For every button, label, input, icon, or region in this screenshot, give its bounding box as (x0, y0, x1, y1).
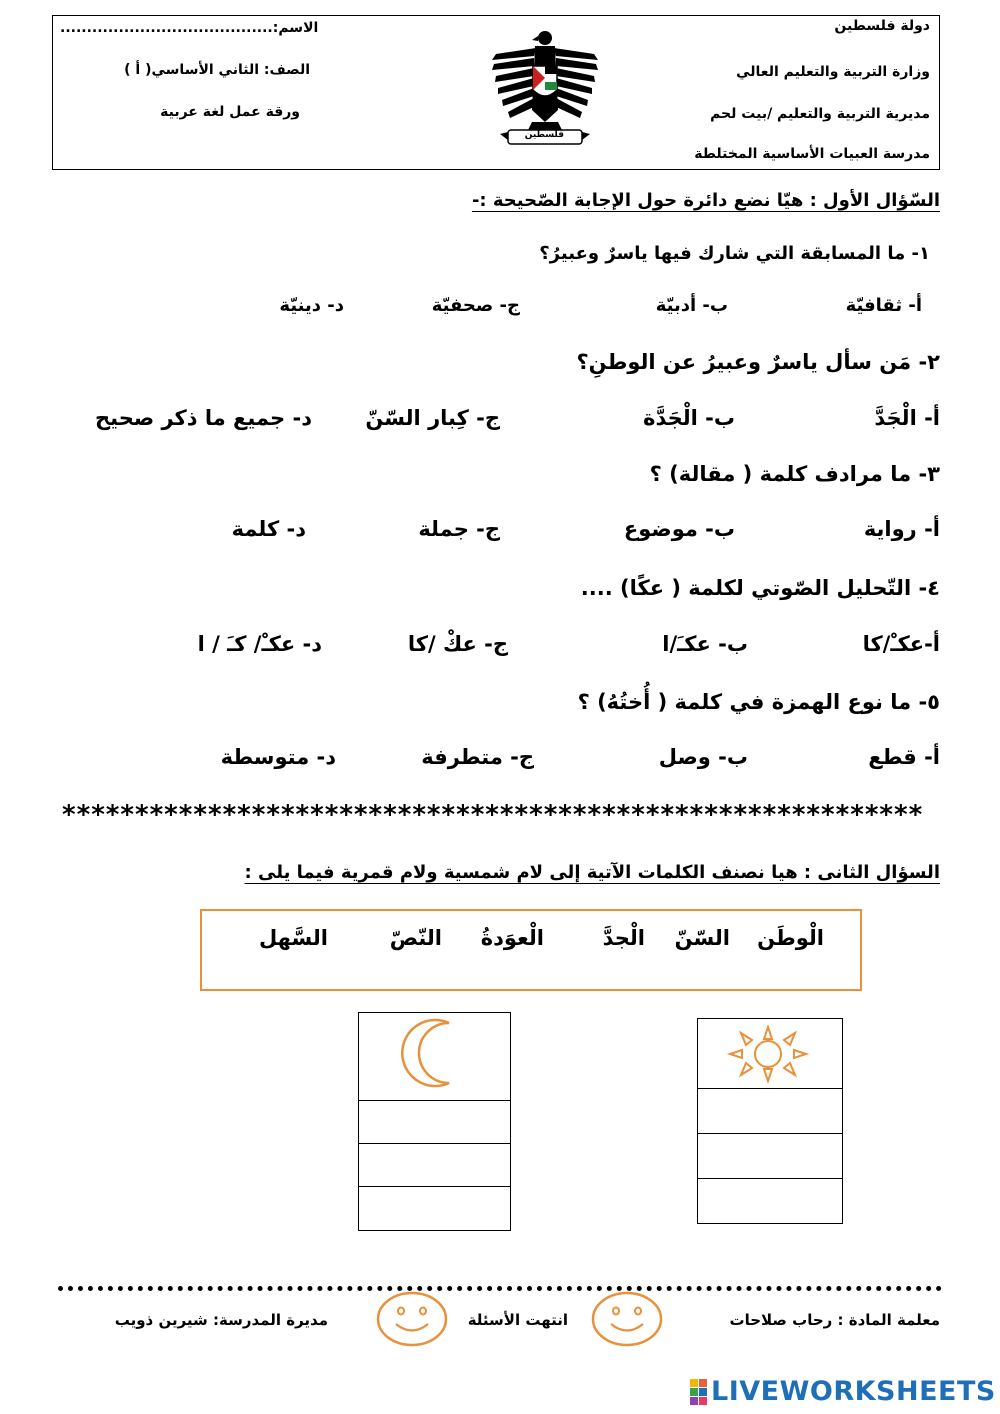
q3-option-b[interactable]: ب- موضوع (623, 517, 735, 541)
smiley-face-icon (376, 1291, 448, 1347)
solar-answer-cell[interactable] (698, 1089, 842, 1134)
q4-option-d[interactable]: د- عكـْ/ كـَ / ا (197, 632, 322, 656)
question-5: ٥- ما نوع الهمزة في كلمة ( أُختُهُ) ؟ (577, 690, 940, 714)
q2-option-b[interactable]: ب- الْجَدَّة (643, 406, 735, 430)
lunar-answer-cell[interactable] (359, 1187, 510, 1230)
teacher-name: معلمة المادة : رحاب صلاحات (729, 1311, 940, 1329)
question-2: ٢- مَن سأل ياسرٌ وعبيرُ عن الوطنِ؟ (576, 350, 940, 374)
question-1: ١- ما المسابقة التي شارك فيها ياسرٌ وعبيرُ؟ (539, 243, 930, 264)
solar-lam-table (697, 1018, 843, 1224)
smiley-face-icon (591, 1291, 663, 1347)
star-separator: *********************************************************** (62, 800, 924, 830)
lunar-lam-table (358, 1012, 511, 1231)
q3-option-a[interactable]: أ- رواية (863, 517, 940, 541)
emblem-text: فلسطين (524, 130, 564, 140)
q1-option-a[interactable]: أ- ثقافيّة (845, 295, 922, 316)
name-field[interactable]: الاسم:........................................ (60, 20, 319, 36)
q5-option-b[interactable]: ب- وصل (658, 745, 748, 769)
word-box (200, 909, 862, 991)
word-item: الْعوَدةُ (480, 926, 544, 950)
q2-option-a[interactable]: أ- الْجَدَّ (874, 406, 940, 430)
q3-option-d[interactable]: د- كلمة (231, 517, 306, 541)
liveworksheets-logo-icon (690, 1379, 707, 1405)
questions-end-text: انتهت الأسئلة (467, 1311, 568, 1329)
word-item: السّنّ (674, 926, 730, 950)
question-4: ٤- التّحليل الصّوتي لكلمة ( عكًا) .... (580, 576, 940, 600)
q5-option-d[interactable]: د- متوسطة (220, 745, 336, 769)
worksheet-title: ورقة عمل لغة عربية (160, 104, 300, 120)
q4-option-c[interactable]: ج- عكْ /كا (407, 632, 508, 656)
question-3: ٣- ما مرادف كلمة ( مقالة) ؟ (649, 462, 940, 486)
q5-option-a[interactable]: أ- قطع (868, 745, 940, 769)
q2-option-c[interactable]: ج- كِبار السّنّ (365, 406, 500, 430)
q2-option-d[interactable]: د- جميع ما ذكر صحيح (95, 406, 312, 430)
sun-icon (726, 1025, 810, 1083)
word-item: السَّهل (258, 926, 328, 950)
moon-icon (393, 1017, 463, 1089)
solar-answer-cell[interactable] (698, 1134, 842, 1179)
word-item: الْجدَّ (602, 926, 645, 950)
lunar-answer-cell[interactable] (359, 1144, 510, 1187)
grade-label: الصف: الثاني الأساسي( أ ) (124, 62, 310, 78)
lunar-answer-cell[interactable] (359, 1101, 510, 1144)
header-ministry: وزارة التربية والتعليم العالي (736, 64, 930, 80)
solar-answer-cell[interactable] (698, 1179, 842, 1223)
header-school: مدرسة العبيات الأساسية المختلطة (694, 146, 930, 162)
solar-table-header (698, 1019, 842, 1089)
lunar-table-header (359, 1013, 510, 1101)
q4-option-a[interactable]: أ-عكـْ/كا (862, 632, 940, 656)
q4-option-b[interactable]: ب- عكـَ/ا (662, 632, 748, 656)
header-country: دولة فلسطين (834, 18, 930, 34)
word-item: الْوطَن (757, 926, 824, 950)
principal-name: مديرة المدرسة: شيرين ذويب (114, 1311, 328, 1329)
q1-option-c[interactable]: ج- صحفيّة (431, 295, 520, 316)
word-item: النّصّ (389, 926, 442, 950)
q3-option-c[interactable]: ج- جملة (418, 517, 500, 541)
section1-title: السّؤال الأول : هيّا نضع دائرة حول الإجابة الصّحيحة :- (471, 190, 940, 211)
liveworksheets-logo[interactable] (690, 1376, 996, 1407)
header-directorate: مديرية التربية والتعليم /بيت لحم (710, 106, 930, 122)
dotted-divider (58, 1286, 942, 1291)
section2-title: السؤال الثانى : هيا نصنف الكلمات الآتية إلى لام شمسية ولام قمرية فيما يلى : (244, 862, 940, 883)
q1-option-b[interactable]: ب- أدبيّة (655, 295, 728, 316)
q1-option-d[interactable]: د- دينيّة (279, 295, 344, 316)
liveworksheets-brand-text: LIVEWORKSHEETS (711, 1376, 996, 1407)
q5-option-c[interactable]: ج- متطرفة (421, 745, 534, 769)
